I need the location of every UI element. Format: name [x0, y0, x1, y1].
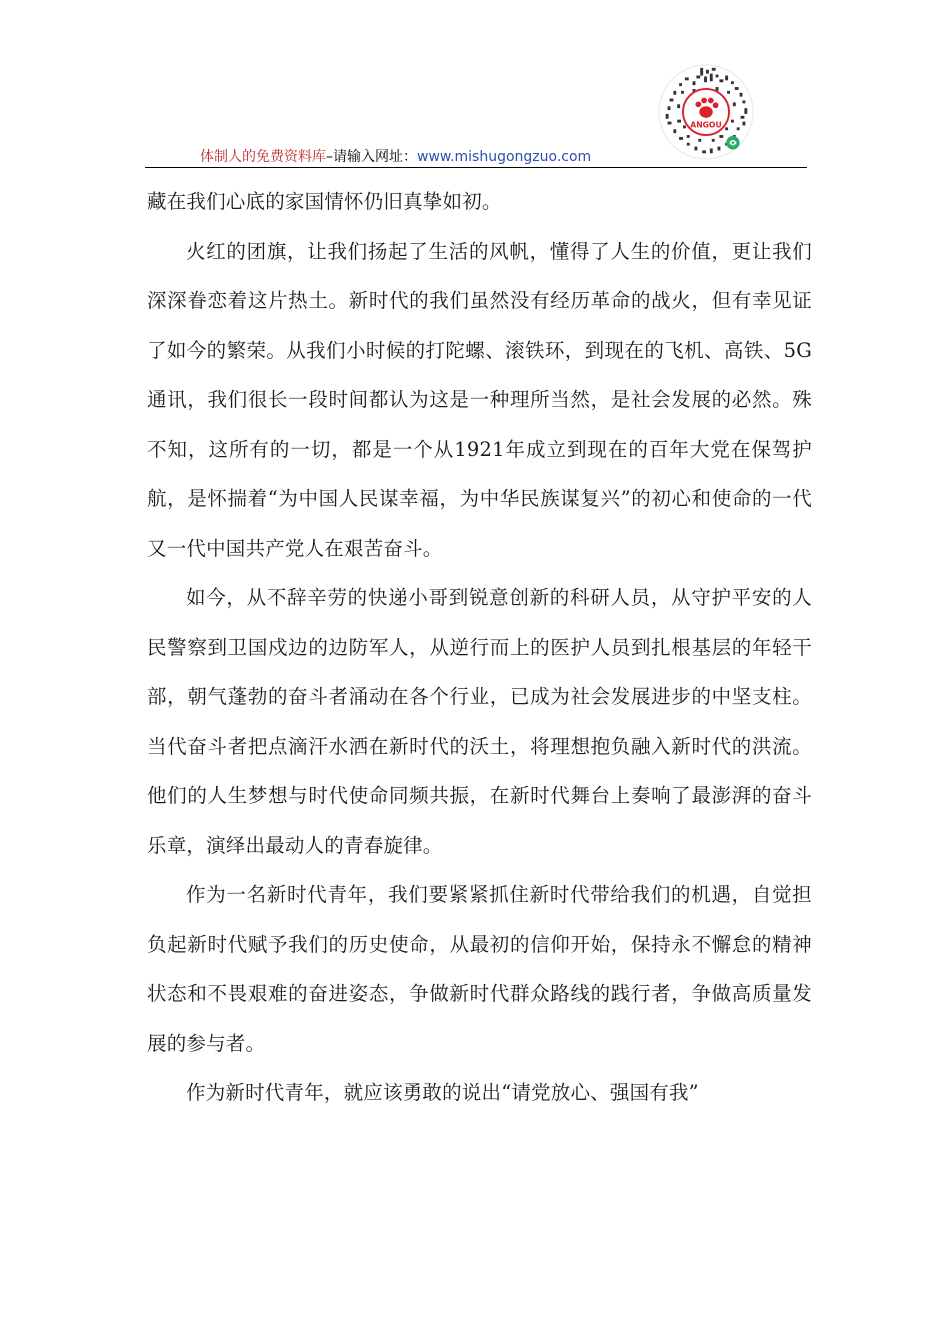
header-brand: 体制人的免费资料库	[200, 149, 326, 165]
document-body	[147, 177, 812, 1118]
paragraph: 火红的团旗，让我们扬起了生活的风帆，懂得了人生的价值，更让我们深深眷恋着这片热土。新时代的我们虽然没有经历革命的战火，但有幸见证了如今的繁荣。从我们小时候的打陀螺、滚铁环，到现在的飞机、高铁、5G通讯，我们很长一段时间都认为这是一种理所当然，是社会发展的必然。殊不知，这所有的一切，都是一个从1921年成立到现在的百年大党在保驾护航，是怀揣着“为中国人民谋幸福，为中华民族谋复兴”的初心和使命的一代又一代中国共产党人在艰苦奋斗。	[147, 239, 812, 560]
paragraph: 作为新时代青年，就应该勇敢的说出“请党放心、强国有我”	[186, 1081, 699, 1104]
header-prompt: –请输入网址：	[326, 149, 417, 165]
header-url-link[interactable]: www.mishugongzuo.com	[417, 149, 592, 165]
mini-program-qr-code-icon	[658, 64, 754, 160]
qr-logo-text: ANGOU	[690, 120, 722, 130]
qr-code-graphic	[658, 64, 754, 160]
header-rule	[145, 167, 807, 168]
header-line	[200, 146, 591, 166]
paragraph: 作为一名新时代青年，我们要紧紧抓住新时代带给我们的机遇，自觉担负起新时代赋予我们的历史使命，从最初的信仰开始，保持永不懈怠的精神状态和不畏艰难的奋进姿态，争做新时代群众路线的践行者，争做高质量发展的参与者。	[147, 883, 812, 1055]
paragraph-continued: 藏在我们心底的家国情怀仍旧真挚如初。	[147, 190, 502, 213]
paragraph: 如今，从不辞辛劳的快递小哥到锐意创新的科研人员，从守护平安的人民警察到卫国戍边的边防军人，从逆行而上的医护人员到扎根基层的年轻干部，朝气蓬勃的奋斗者涌动在各个行业，已成为社会发展进步的中坚支柱。当代奋斗者把点滴汗水洒在新时代的沃土，将理想抱负融入新时代的洪流。他们的人生梦想与时代使命同频共振，在新时代舞台上奏响了最澎湃的奋斗乐章，演绎出最动人的青春旋律。	[147, 586, 812, 857]
